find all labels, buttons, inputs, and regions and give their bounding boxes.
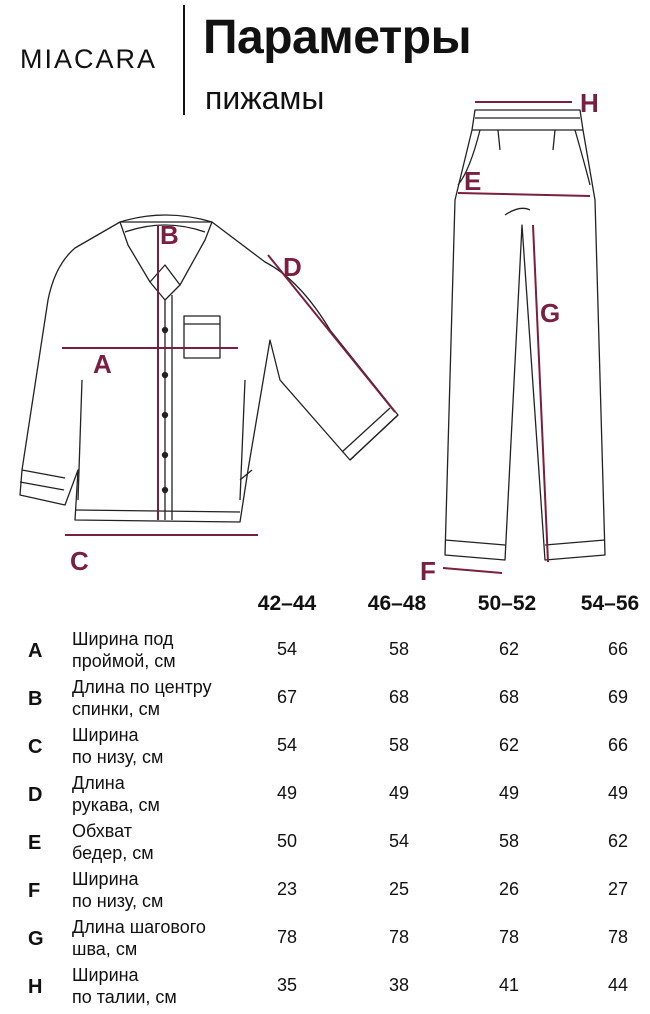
marker-a: A [93,349,112,379]
row-label-line: Ширина [72,965,139,985]
measure-lines [62,102,590,573]
size-header: 54–56 [580,592,640,615]
table-cell: 78 [607,927,629,947]
row-label-line: шва, см [72,939,138,959]
table-row [0,628,650,678]
row-label-line: рукава, см [72,795,160,815]
row-letter: C [28,736,43,758]
table-cell: 62 [498,735,520,755]
row-label [72,772,160,816]
row-label-line: Обхват [72,821,132,841]
marker-d: D [283,252,302,282]
table-cell: 44 [607,975,629,995]
table-cell: 49 [607,783,629,803]
row-label [72,868,163,912]
size-header: 50–52 [477,592,537,615]
size-header: 46–48 [367,592,427,615]
table-cell: 78 [276,927,298,947]
row-label-line: Длина [72,773,125,793]
size-header: 42–44 [257,592,317,615]
table-cell: 35 [276,975,298,995]
table-cell: 54 [276,735,298,755]
table-row [0,868,650,918]
table-cell: 67 [276,687,298,707]
table-cell: 54 [276,639,298,659]
table-cell: 23 [276,879,298,899]
measure-g-line [533,225,548,562]
table-cell: 69 [607,687,629,707]
brand-logo: MIACARA [20,44,158,74]
table-row [0,964,650,1014]
table-cell: 49 [276,783,298,803]
row-label-line: Длина по центру [72,677,212,697]
table-row [0,676,650,726]
table-cell: 27 [607,879,629,899]
row-letter: H [28,976,43,998]
table-cell: 25 [388,879,410,899]
row-label [72,916,206,960]
row-label-line: по талии, см [72,987,177,1007]
page-subtitle: пижамы [205,80,325,116]
row-label [72,820,154,864]
table-cell: 26 [498,879,520,899]
table-cell: 58 [388,735,410,755]
row-letter: E [28,832,42,854]
table-row [0,820,650,870]
row-label [72,964,177,1008]
row-letter: B [28,688,43,710]
table-cell: 66 [607,735,629,755]
marker-f: F [420,556,436,586]
marker-c: C [70,546,89,576]
table-cell: 41 [498,975,520,995]
row-label-line: по низу, см [72,747,164,767]
table-row [0,724,650,774]
table-cell: 38 [388,975,410,995]
table-cell: 66 [607,639,629,659]
row-label [72,676,212,720]
row-label [72,628,176,672]
row-letter: G [28,928,44,950]
size-header-row [0,592,650,622]
marker-h: H [580,88,599,118]
table-cell: 78 [498,927,520,947]
table-cell: 49 [388,783,410,803]
table-cell: 50 [276,831,298,851]
table-cell: 68 [498,687,520,707]
shirt-illustration [20,215,398,522]
row-label-line: проймой, см [72,651,176,671]
row-label-line: бедер, см [72,843,154,863]
measure-f-line [443,568,502,573]
table-cell: 62 [498,639,520,659]
table-cell: 62 [607,831,629,851]
table-cell: 54 [388,831,410,851]
marker-g: G [540,298,561,328]
row-label-line: Ширина [72,725,139,745]
table-cell: 68 [388,687,410,707]
row-letter: A [28,640,43,662]
row-label-line: Ширина [72,869,139,889]
table-cell: 58 [388,639,410,659]
row-label-line: Длина шагового [72,917,206,937]
marker-e: E [464,166,482,196]
table-cell: 49 [498,783,520,803]
row-label-line: по низу, см [72,891,164,911]
row-letter: D [28,784,43,806]
row-label-line: спинки, см [72,699,161,719]
row-label [72,724,163,768]
row-letter: F [28,880,41,902]
page-title: Параметры [203,11,472,64]
table-row [0,772,650,822]
table-cell: 78 [388,927,410,947]
table-row [0,916,650,966]
row-label-line: Ширина под [72,629,174,649]
table-cell: 58 [498,831,520,851]
marker-b: B [160,220,179,250]
